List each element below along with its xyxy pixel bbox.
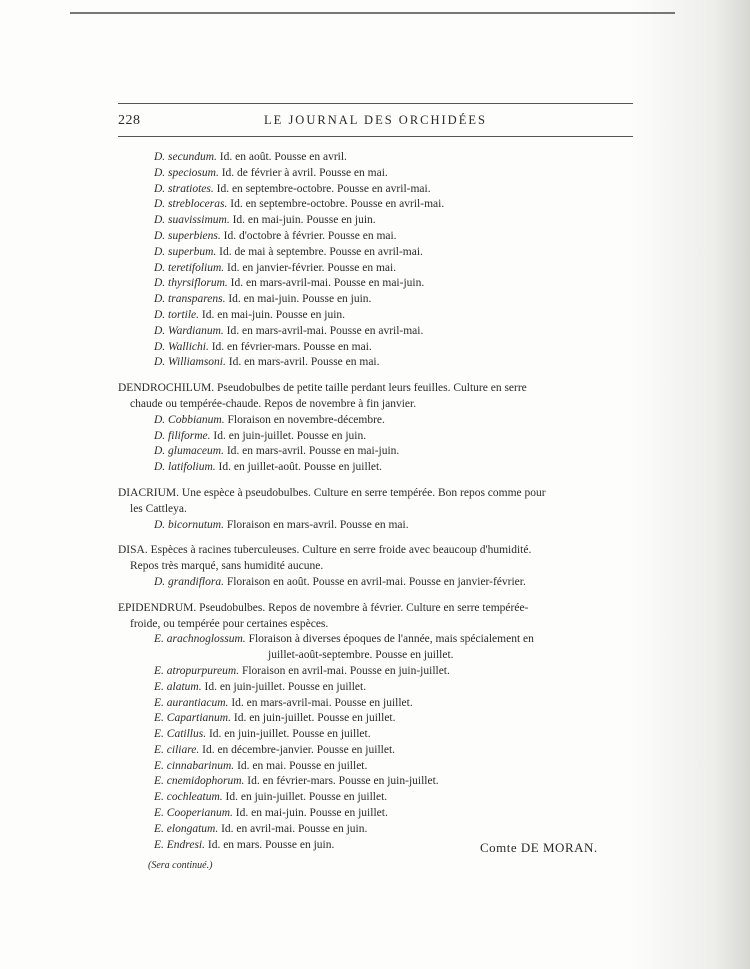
list-item: D. grandiflora. Floraison en août. Pousse en avril-mai. Pousse en janvier-février.	[154, 575, 526, 588]
top-rule	[70, 12, 675, 14]
list-item: D. suavissimum. Id. en mai-juin. Pousse en juin.	[154, 214, 376, 227]
list-item: D. teretifolium. Id. en janvier-février. Pousse en mai.	[154, 261, 397, 274]
list-item: E. Catillus. Id. en juin-juillet. Pousse en juillet.	[154, 728, 371, 741]
list-item: D. latifolium. Id. en juillet-août. Pousse en juillet.	[154, 461, 383, 474]
list-item: E. alatum. Id. en juin-juillet. Pousse en juillet.	[154, 680, 367, 693]
list-item: D. thyrsiflorum. Id. en mars-avril-mai. Pousse en mai-juin.	[154, 277, 425, 290]
list-item: E. ciliare. Id. en décembre-janvier. Pousse en juillet.	[154, 743, 396, 756]
page-edge-shadow	[630, 0, 750, 969]
section-disa	[118, 543, 633, 590]
list-item-continuation: juillet-août-septembre. Pousse en juillet.	[268, 649, 454, 662]
list-item: D. Wallichi. Id. en février-mars. Pousse en mai.	[154, 340, 372, 353]
list-item: E. atropurpureum. Floraison en avril-mai. Pousse en juin-juillet.	[154, 664, 450, 677]
list-item: D. Williamsoni. Id. en mars-avril. Pousse en mai.	[154, 356, 380, 369]
list-item: E. Cooperianum. Id. en mai-juin. Pousse en juillet.	[154, 807, 388, 820]
dendrobium-list	[118, 150, 633, 371]
section-epidendrum	[118, 601, 633, 854]
list-item: E. cinnabarinum. Id. en mai. Pousse en juillet.	[154, 759, 368, 772]
page-number: 228	[118, 113, 141, 128]
list-item: D. Cobbianum. Floraison en novembre-décembre.	[154, 413, 385, 426]
section-dendrochilum	[118, 381, 633, 476]
list-item: E. cnemidophorum. Id. en février-mars. Pousse en juin-juillet.	[154, 775, 439, 788]
section-diacrium	[118, 486, 633, 533]
genus-intro: EPIDENDRUM. Pseudobulbes. Repos de novembre à février. Culture en serre tempérée- froide, ou tempérée pour certaines espèces.	[118, 601, 529, 630]
genus-intro: DENDROCHILUM. Pseudobulbes de petite taille perdant leurs feuilles. Culture en serre chaude ou tempérée-chaude. Repos de novembre à fin janvier.	[118, 382, 527, 410]
list-item: D. speciosum. Id. de février à avril. Pousse en mai.	[154, 166, 388, 179]
author-signature: Comte DE MORAN.	[480, 840, 598, 855]
list-item: D. glumaceum. Id. en mars-avril. Pousse en mai-juin.	[154, 445, 400, 458]
list-item: D. strebloceras. Id. en septembre-octobre. Pousse en avril-mai.	[154, 198, 445, 211]
journal-title: LE JOURNAL DES ORCHIDÉES	[264, 113, 487, 127]
list-item: E. arachnoglossum. Floraison à diverses époques de l'année, mais spécialement en	[154, 633, 534, 646]
list-item: D. superbum. Id. de mai à septembre. Pousse en avril-mai.	[154, 245, 423, 258]
list-item: D. superbiens. Id. d'octobre à février. Pousse en mai.	[154, 229, 397, 242]
list-item: D. secundum. Id. en août. Pousse en avril.	[154, 151, 347, 163]
list-item: D. filiforme. Id. en juin-juillet. Pousse en juin.	[154, 429, 367, 442]
list-item: E. cochleatum. Id. en juin-juillet. Pousse en juillet.	[154, 791, 388, 804]
genus-intro: DISA. Espèces à racines tuberculeuses. Culture en serre froide avec beaucoup d'humidité. Repos très marqué, sans humidité aucune.	[118, 544, 532, 573]
page-header	[118, 103, 633, 137]
list-item: D. transparens. Id. en mai-juin. Pousse en juin.	[154, 293, 372, 306]
list-item: D. stratiotes. Id. en septembre-octobre. Pousse en avril-mai.	[154, 182, 431, 195]
list-item: E. elongatum. Id. en avril-mai. Pousse en juin.	[154, 822, 368, 835]
list-item: E. aurantiacum. Id. en mars-avril-mai. Pousse en juillet.	[154, 696, 413, 709]
page-content	[118, 150, 633, 853]
list-item: E. Capartianum. Id. en juin-juillet. Pousse en juillet.	[154, 712, 396, 725]
list-item: D. bicornutum. Floraison en mars-avril. Pousse en mai.	[154, 518, 409, 531]
list-item: D. Wardianum. Id. en mars-avril-mai. Pousse en avril-mai.	[154, 324, 424, 337]
list-item: E. Endresi. Id. en mars. Pousse en juin.	[154, 838, 335, 851]
genus-intro: DIACRIUM. Une espèce à pseudobulbes. Culture en serre tempérée. Bon repos comme pour les Cattleya.	[118, 486, 546, 515]
list-item: D. tortile. Id. en mai-juin. Pousse en juin.	[154, 308, 346, 321]
continued-note: (Sera continué.)	[148, 860, 213, 871]
